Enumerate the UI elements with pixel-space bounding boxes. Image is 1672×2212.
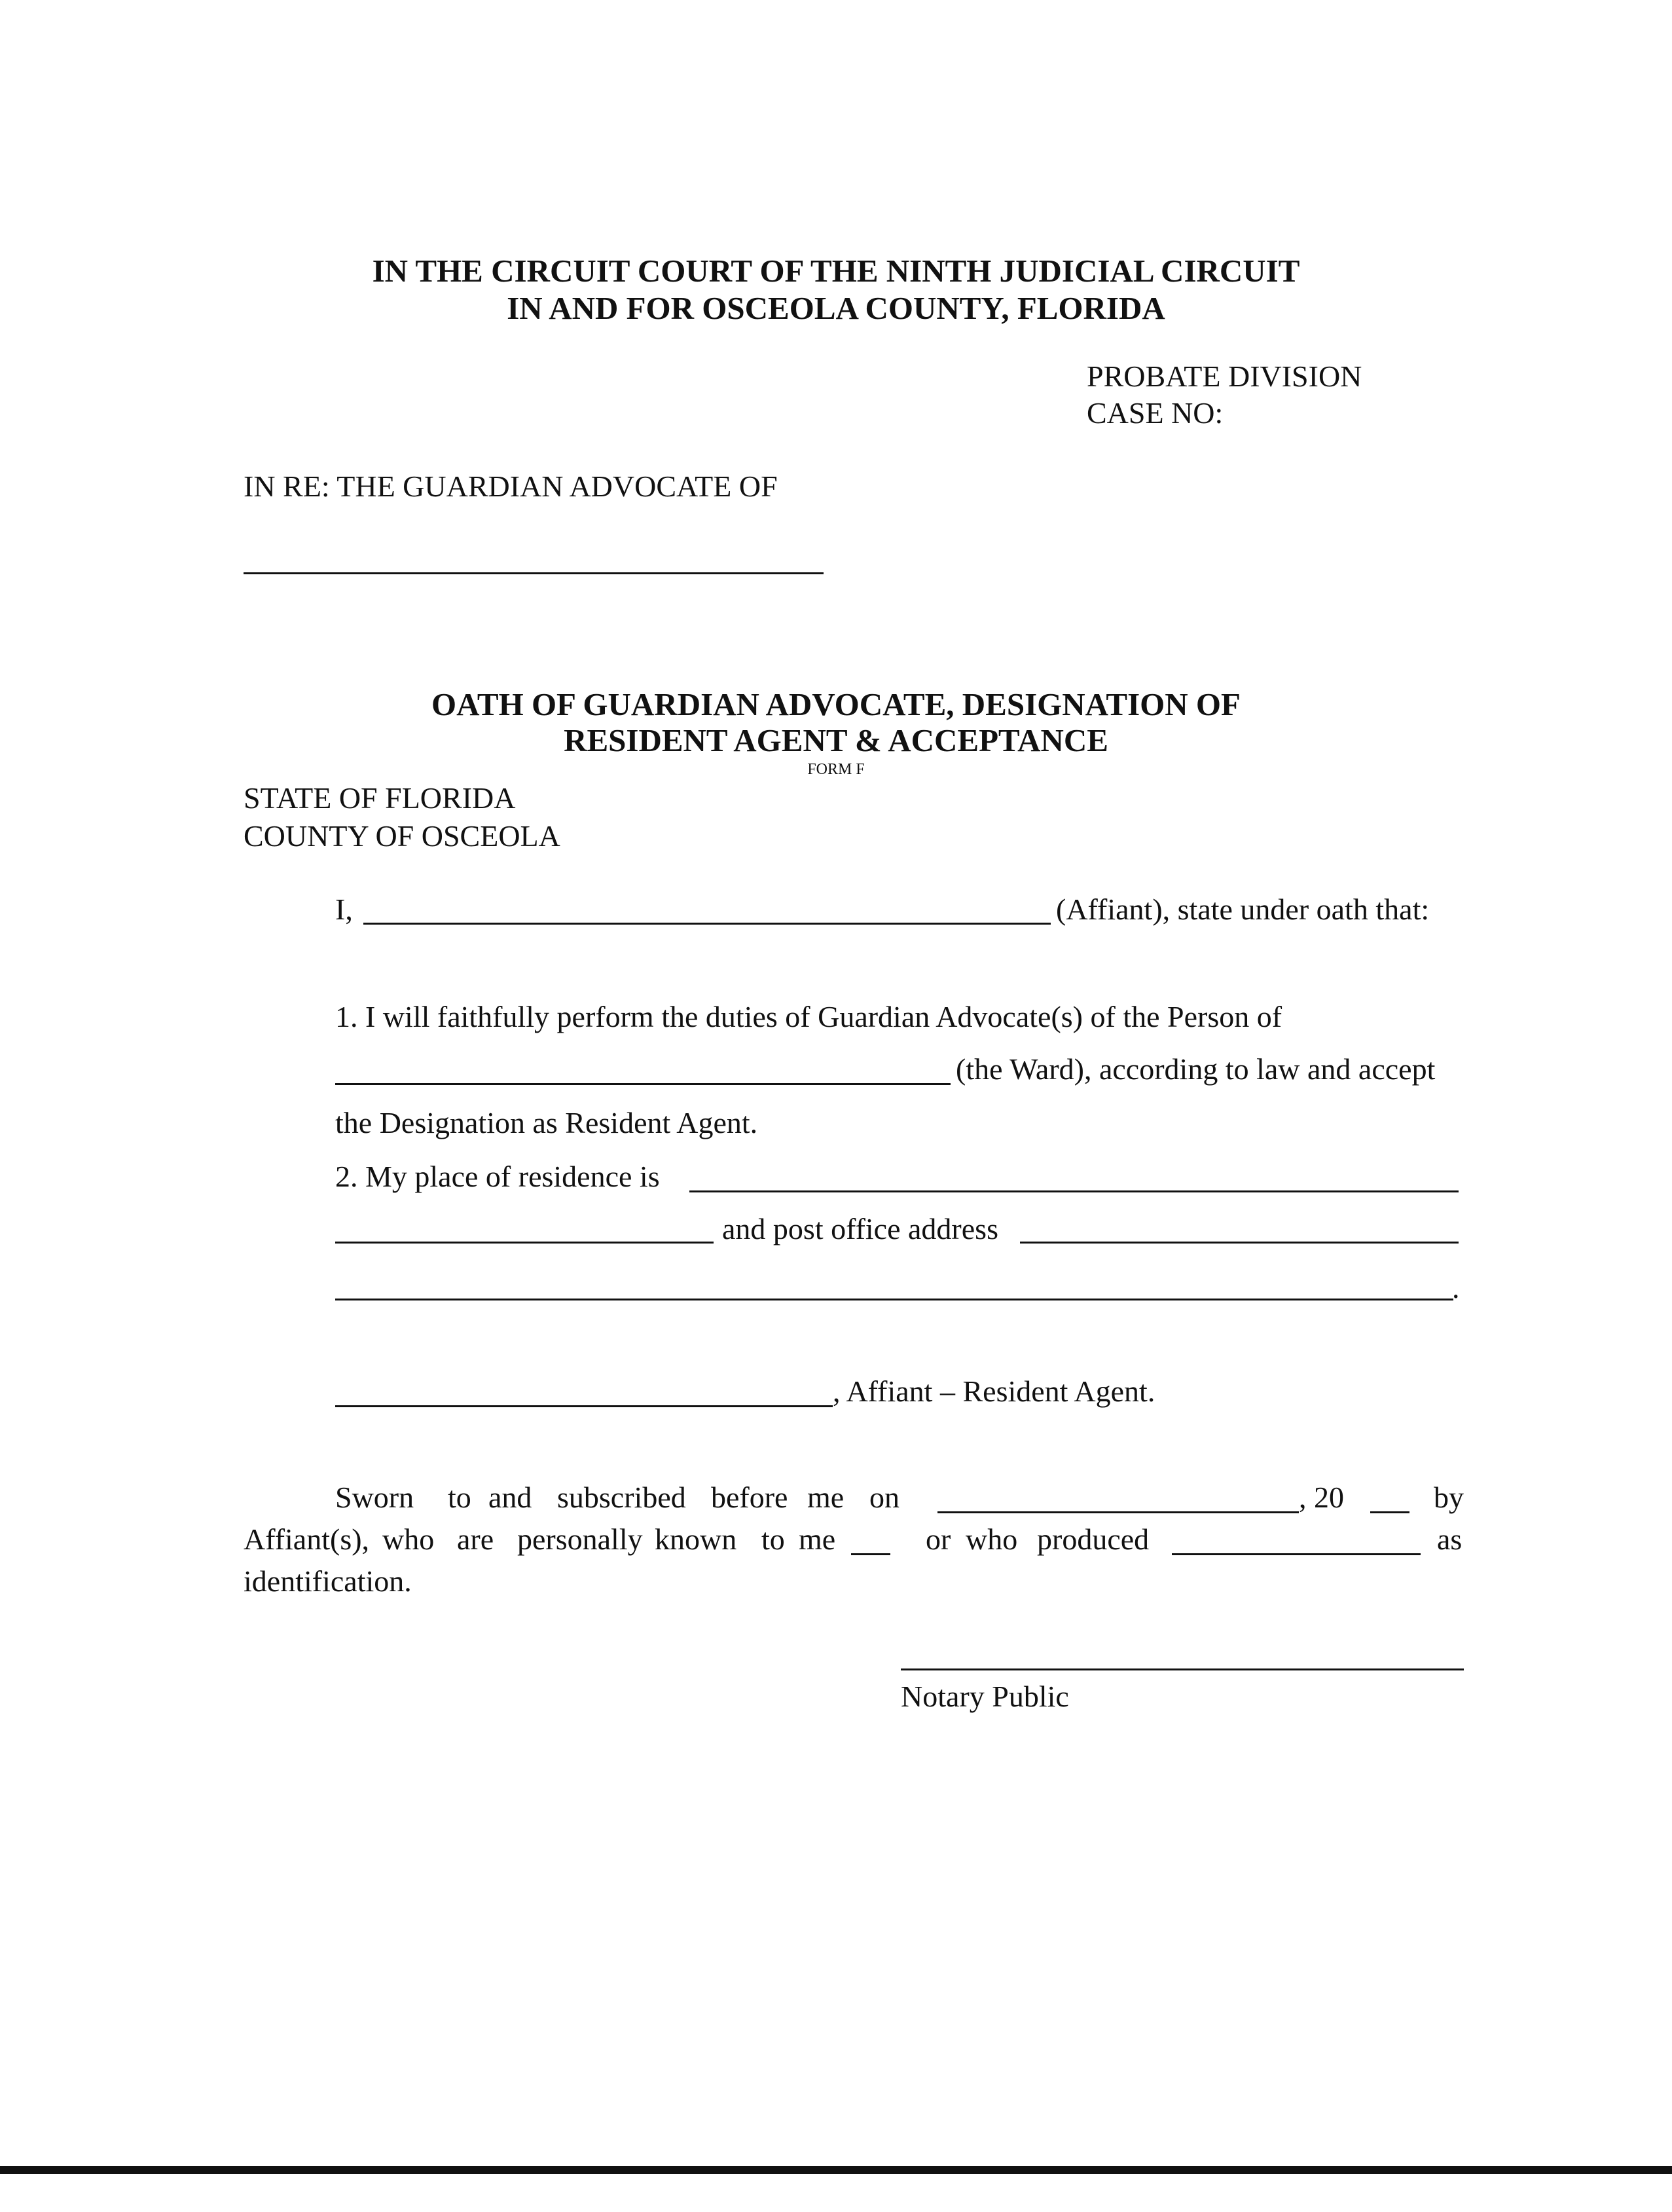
court-title-line2: IN AND FOR OSCEOLA COUNTY, FLORIDA bbox=[507, 290, 1165, 326]
sworn-word-7: on bbox=[869, 1481, 900, 1514]
signature-caption: , Affiant – Resident Agent. bbox=[833, 1374, 1155, 1408]
ward-name-blank[interactable] bbox=[244, 572, 824, 574]
personally-known-blank[interactable] bbox=[851, 1553, 890, 1555]
sworn-year-prefix: , 20 bbox=[1299, 1481, 1344, 1514]
affiant-signature-blank[interactable] bbox=[335, 1405, 833, 1407]
document-title-line1: OATH OF GUARDIAN ADVOCATE, DESIGNATION OF bbox=[431, 686, 1241, 722]
residence-blank[interactable] bbox=[689, 1190, 1459, 1192]
sworn-personally: personally bbox=[517, 1522, 643, 1556]
sworn-year-blank[interactable] bbox=[1370, 1511, 1409, 1513]
sworn-word-3: and bbox=[488, 1481, 532, 1514]
affiant-prefix: I, bbox=[335, 893, 353, 926]
form-label: FORM F bbox=[807, 761, 865, 778]
sworn-me: me bbox=[799, 1522, 836, 1556]
sworn-word-6: me bbox=[807, 1481, 845, 1514]
probate-division-label: PROBATE DIVISION bbox=[1087, 359, 1362, 393]
sworn-who: who bbox=[382, 1522, 435, 1556]
sworn-word-5: before bbox=[711, 1481, 788, 1514]
ward-person-blank[interactable] bbox=[335, 1083, 951, 1085]
item1-ward-text: (the Ward), according to law and accept bbox=[956, 1052, 1436, 1086]
sworn-are: are bbox=[457, 1522, 494, 1556]
county-of-osceola: COUNTY OF OSCEOLA bbox=[244, 819, 560, 853]
sworn-or: or bbox=[926, 1522, 951, 1556]
sworn-by: by bbox=[1434, 1481, 1464, 1514]
address-period: . bbox=[1452, 1271, 1460, 1304]
sworn-to: to bbox=[761, 1522, 785, 1556]
post-office-label: and post office address bbox=[722, 1212, 998, 1245]
item2-text: 2. My place of residence is bbox=[335, 1160, 660, 1193]
identification-blank[interactable] bbox=[1172, 1553, 1421, 1555]
bottom-rule bbox=[0, 2166, 1672, 2174]
sworn-date-blank[interactable] bbox=[937, 1511, 1299, 1513]
item1-text: 1. I will faithfully perform the duties of Guardian Advocate(s) of the Person of bbox=[335, 1000, 1282, 1033]
affiant-oath-text: (Affiant), state under oath that: bbox=[1056, 893, 1430, 926]
address-continued-blank[interactable] bbox=[335, 1299, 1453, 1300]
sworn-identification: identification. bbox=[244, 1564, 412, 1598]
post-office-blank[interactable] bbox=[1020, 1242, 1459, 1244]
court-title-line1: IN THE CIRCUIT COURT OF THE NINTH JUDICIAL CIRCUIT bbox=[372, 253, 1300, 289]
sworn-known: known bbox=[655, 1522, 737, 1556]
sworn-produced: produced bbox=[1037, 1522, 1150, 1556]
sworn-word-1: Sworn bbox=[335, 1481, 414, 1514]
sworn-word-2: to bbox=[448, 1481, 471, 1514]
case-number-label: CASE NO: bbox=[1087, 396, 1224, 430]
item1-end-text: the Designation as Resident Agent. bbox=[335, 1106, 758, 1139]
sworn-word-4: subscribed bbox=[557, 1481, 686, 1514]
sworn-who-2: who bbox=[966, 1522, 1018, 1556]
in-re-caption: IN RE: THE GUARDIAN ADVOCATE OF bbox=[244, 470, 778, 503]
document-title-line2: RESIDENT AGENT & ACCEPTANCE bbox=[564, 722, 1108, 758]
affiant-name-blank[interactable] bbox=[363, 923, 1051, 925]
notary-signature-blank[interactable] bbox=[901, 1668, 1464, 1670]
state-of-florida: STATE OF FLORIDA bbox=[244, 781, 516, 815]
residence-continued-blank[interactable] bbox=[335, 1242, 714, 1244]
sworn-as: as bbox=[1437, 1522, 1463, 1556]
notary-public-label: Notary Public bbox=[901, 1680, 1069, 1713]
sworn-affiants: Affiant(s), bbox=[244, 1522, 370, 1556]
